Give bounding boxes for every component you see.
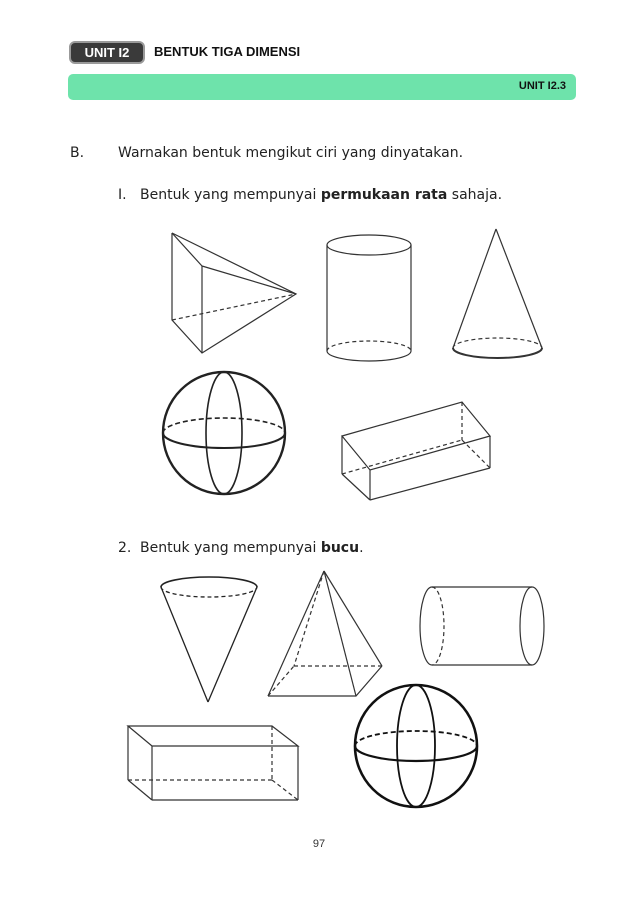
- section-instruction: Warnakan bentuk mengikut ciri yang dinyatakan.: [118, 145, 464, 161]
- section-letter: B.: [70, 145, 85, 161]
- page-number: 97: [312, 838, 326, 850]
- question-1: [118, 187, 502, 203]
- cone-icon[interactable]: [446, 226, 551, 366]
- question-2: [118, 540, 364, 556]
- sub-unit-label: UNIT I2.3: [518, 80, 566, 92]
- triangular-prism-icon[interactable]: [160, 228, 305, 358]
- question-2-bold: bucu: [320, 540, 360, 556]
- square-pyramid-icon[interactable]: [264, 568, 389, 700]
- question-1-text-before: Bentuk yang mempunyai: [140, 187, 321, 203]
- question-1-text-after: sahaja.: [447, 187, 503, 203]
- sub-unit-bar: [68, 74, 576, 100]
- question-1-bold: permukaan rata: [320, 187, 448, 203]
- question-2-number: 2.: [118, 540, 132, 556]
- sphere-icon[interactable]: [160, 370, 290, 500]
- inverted-cone-icon[interactable]: [158, 574, 260, 706]
- question-2-text-before: Bentuk yang mempunyai: [140, 540, 321, 556]
- cuboid-icon[interactable]: [338, 392, 498, 504]
- question-1-number: I.: [118, 187, 127, 203]
- cylinder-icon[interactable]: [323, 232, 418, 366]
- question-2-text-after: .: [359, 540, 364, 556]
- cuboid-icon[interactable]: [124, 718, 304, 804]
- unit-badge: UNIT I2: [69, 41, 145, 64]
- horizontal-cylinder-icon[interactable]: [414, 582, 549, 672]
- unit-title: BENTUK TIGA DIMENSI: [154, 44, 301, 59]
- sphere-icon[interactable]: [352, 682, 482, 812]
